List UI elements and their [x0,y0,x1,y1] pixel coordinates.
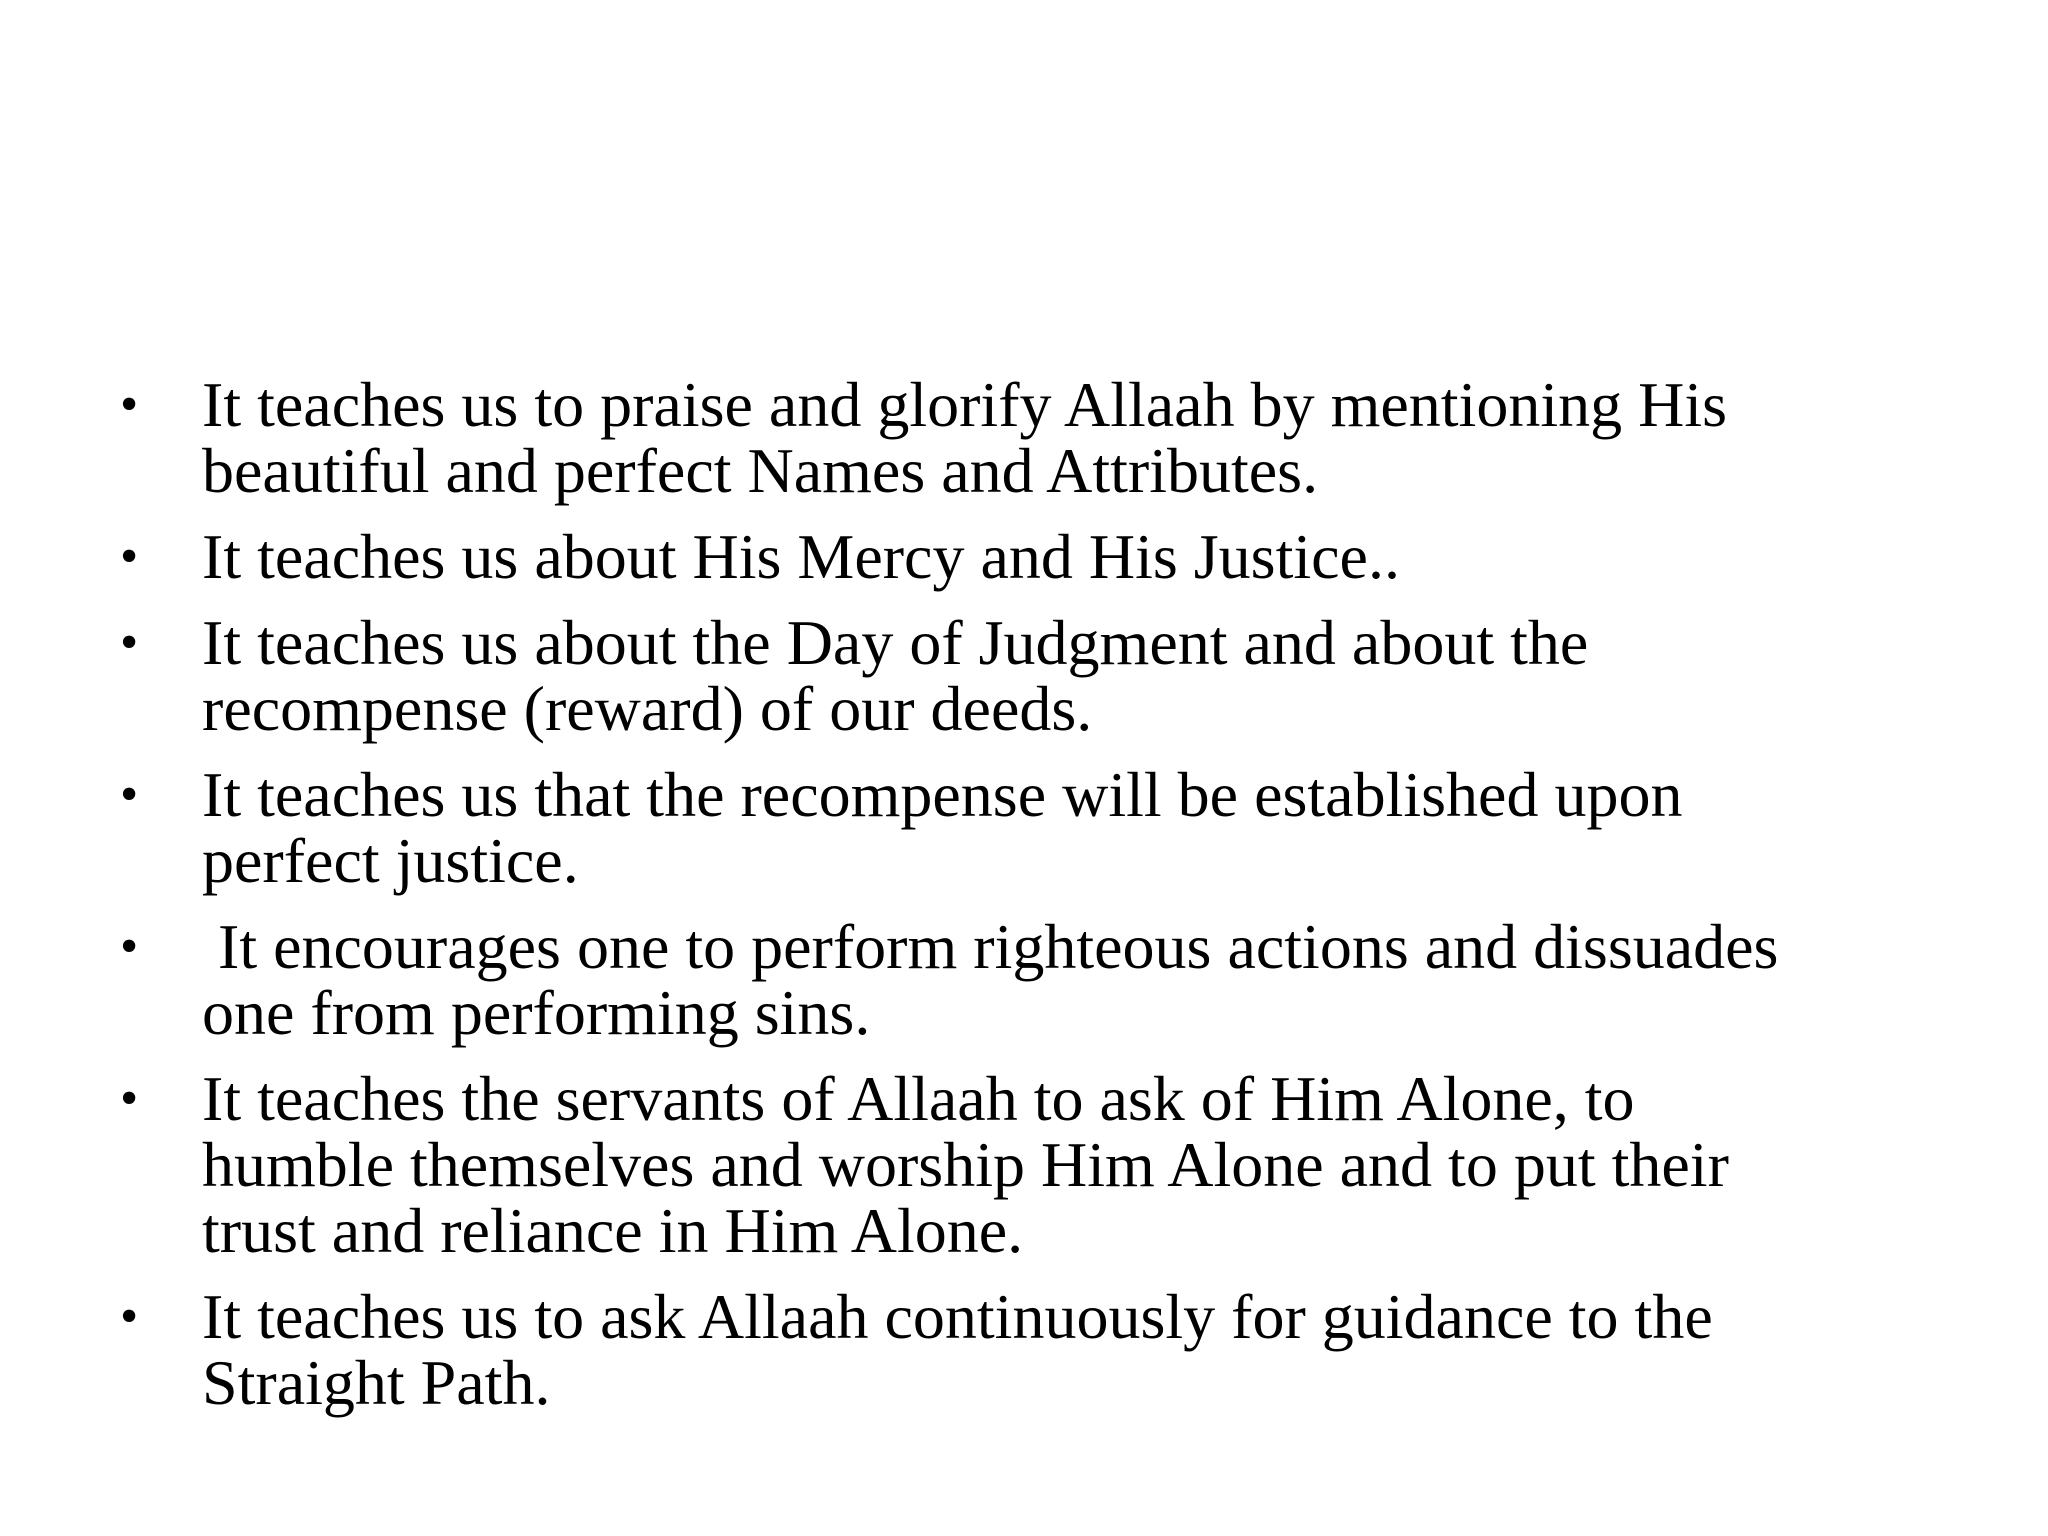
bullet-icon: • [120,376,139,433]
bullet-line: It teaches us about His Mercy and His Justice.. [202,521,1400,592]
bullet-line: It teaches the servants of Allaah to ask of Him Alone, to [202,1063,1635,1134]
bullet-line: It teaches us that the recompense will be established upon [202,759,1683,830]
bullet-item [120,521,1960,592]
bullet-line: It teaches us to praise and glorify Allaah by mentioning His [202,369,1727,440]
bullet-icon: • [120,1070,139,1127]
bullet-line: recompense (reward) of our deeds. [202,673,1093,744]
bullet-line: humble themselves and worship Him Alone and to put their [202,1129,1729,1200]
bullet-icon: • [120,614,139,671]
bullet-line: trust and reliance in Him Alone. [202,1195,1024,1266]
bullet-icon: • [120,766,139,823]
bullet-line: It teaches us to ask Allaah continuously for guidance to the [202,1281,1713,1352]
bullet-item [120,1281,1960,1418]
bullet-line: beautiful and perfect Names and Attributes. [202,435,1319,506]
bullet-icon: • [120,1288,139,1345]
bullet-item [120,759,1960,896]
bullet-icon: • [120,918,139,975]
bullet-icon: • [120,528,139,585]
bullet-item [120,607,1960,744]
bullet-item [120,911,1960,1048]
bullet-list [120,369,1960,1436]
bullet-line: perfect justice. [202,825,579,896]
bullet-line: It teaches us about the Day of Judgment and about the [202,607,1589,678]
bullet-item [120,1063,1960,1266]
bullet-line: It encourages one to perform righteous actions and dissuades [202,911,1779,982]
bullet-line: one from performing sins. [202,977,871,1048]
bullet-item [120,369,1960,506]
bullet-line: Straight Path. [202,1347,551,1418]
